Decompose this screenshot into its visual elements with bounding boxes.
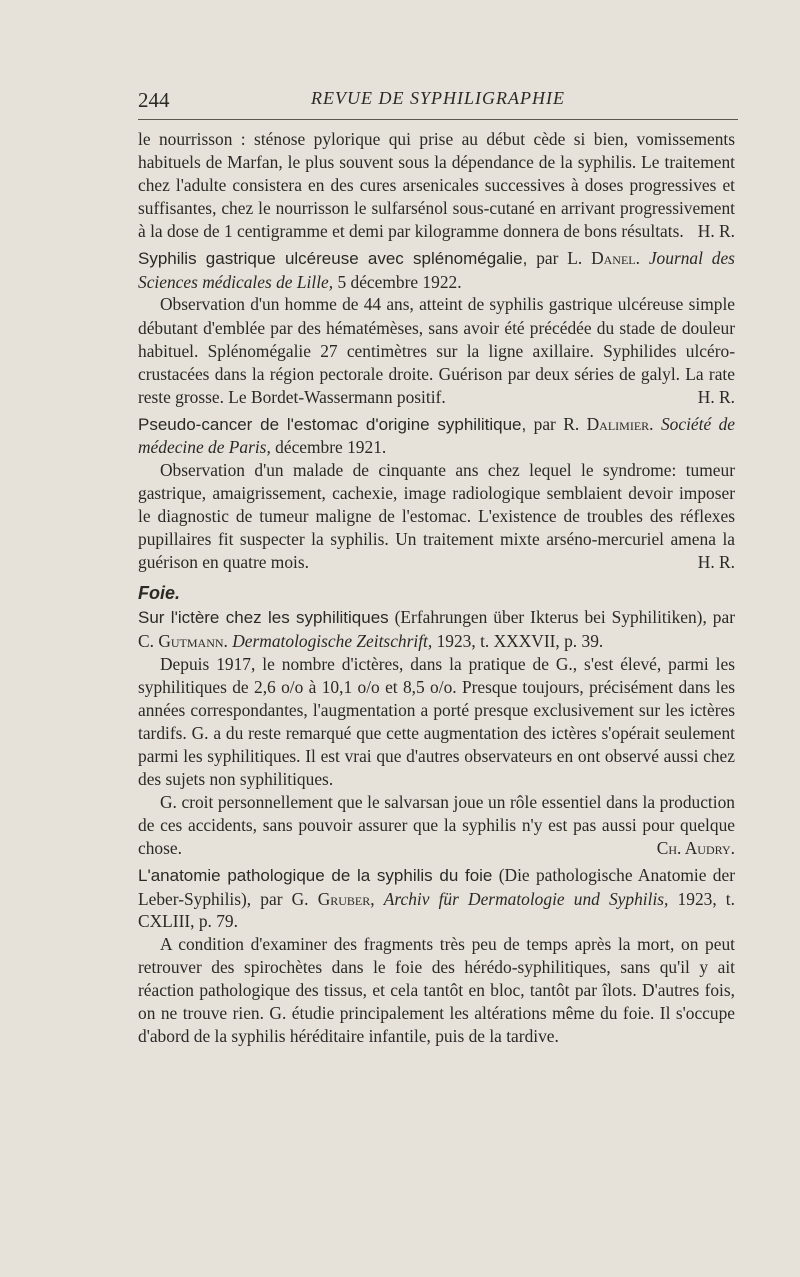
- article3-author: Gutmann.: [158, 630, 228, 651]
- article1-heading: Syphilis gastrique ulcéreuse avec splénomégalie, par L. Danel. Journal des Sciences médicales de Lille, 5 décembre 1922.: [138, 248, 735, 292]
- article4-heading: L'anatomie pathologique de la syphilis du foie (Die pathologische Anatomie der Leber-Syphilis), par G. Gruber, Archiv für Dermatologie und Syphilis, 1923, t. CXLIII, p. 79.: [138, 865, 735, 932]
- article2-heading: Pseudo-cancer de l'estomac d'origine syphilitique, par R. Dalimier. Société de médecine de Paris, décembre 1921.: [138, 413, 735, 458]
- page-number: 244: [138, 88, 170, 112]
- running-title: REVUE DE SYPHILIGRAPHIE: [311, 88, 565, 108]
- article2-body: Observation d'un malade de cinquante ans chez lequel le syndrome: tumeur gastrique, amaigrissement, cachexie, image radiologique semblaient devoir imposer le diagnostic de tumeur maligne de l'estomac. L'existence de troubles des réflexes pupillaires fit suspecter la syphilis. Un traitement mixte arséno-mercuriel amena la guérison en quatre mois. H. R.: [138, 459, 735, 574]
- intro-signature: H. R.: [697, 221, 735, 242]
- header-rule: [138, 119, 738, 120]
- article3-signature: Ch. Audry.: [656, 838, 735, 859]
- article1-signature: H. R.: [697, 386, 735, 407]
- article4-body: A condition d'examiner des fragments très peu de temps après la mort, on peut retrouver des spirochètes dans le foie des hérédo-syphilitiques, sans qu'il y ait réaction pathologique des tissus, et cela tantôt en bloc, tantôt par îlots. D'autres fois, on ne trouve rien. G. étudie principalement les altérations même du foie. Il s'occupe d'abord de la syphilis héréditaire infantile, puis de la tardive.: [138, 933, 735, 1047]
- article3-journal: Dermatologische Zeitschrift,: [232, 630, 433, 651]
- article3-heading: Sur l'ictère chez les syphilitiques (Erfahrungen über Ikterus bei Syphilitiken), par C. Gutmann. Dermatologische Zeitschrift, 1923, t. XXXVII, p. 39.: [138, 607, 735, 651]
- article2-journal: Société de médecine de Paris,: [138, 413, 735, 458]
- intro-paragraph: le nourrisson : sténose pylorique qui prise au début cède si bien, vomissements habituels de Marfan, le plus souvent sous la dépendance de la syphilis. Le traitement chez l'adulte consistera en des cures arsenicales successives à doses progressives et suffisantes, chez le nourrisson le sulfarsénol sous-cutané en arrivant progressivement à la dose de 1 centigramme et demi par kilogramme donnera de bons résultats. H. R.: [138, 128, 735, 243]
- article4-journal: Archiv für Dermatologie und Syphilis,: [383, 888, 669, 909]
- article2-signature: H. R.: [697, 552, 735, 573]
- section-heading-foie: Foie.: [138, 583, 181, 604]
- article3-body-2: G. croit personnellement que le salvarsan joue un rôle essentiel dans la production de ces accidents, sans pouvoir assurer que la syphilis n'y est pas aussi pour quelque chose. Ch. Audry.: [138, 791, 735, 860]
- article1-author: Danel.: [591, 248, 640, 269]
- article4-author: Gruber,: [317, 888, 375, 909]
- page-body: [138, 128, 735, 1048]
- article1-journal: Journal des Sciences médicales de Lille,: [138, 248, 735, 292]
- article2-author: Dalimier.: [586, 413, 654, 434]
- article1-title: Syphilis gastrique ulcéreuse avec splénomégalie,: [138, 249, 528, 269]
- article2-title: Pseudo-cancer de l'estomac d'origine syphilitique,: [138, 414, 527, 434]
- article4-title: L'anatomie pathologique de la syphilis du foie: [138, 866, 493, 886]
- article3-body-1: Depuis 1917, le nombre d'ictères, dans la pratique de G., s'est élevé, parmi les syphilitiques de 2,6 o/o à 10,1 o/o et 8,5 o/o. Presque toujours, précisément dans les années correspondantes, l'augmentation a porté presque exclusivement sur les ictères tardifs. G. a du reste remarqué que cette augmentation des ictères s'opérait seulement parmi les syphilitiques. Il est vrai que d'autres observateurs en ont observé aussi chez des sujets non syphilitiques.: [138, 653, 735, 790]
- article1-body: Observation d'un homme de 44 ans, atteint de syphilis gastrique ulcéreuse simple débutant d'emblée par des hématémèses, sans avoir été précédée du stade de douleur habituel. Splénomégalie 27 centimètres sur la ligne axillaire. Syphilides ulcéro-crustacées dans la région pectorale droite. Guérison par deux séries de galyl. La rate reste grosse. Le Bordet-Wassermann positif. H. R.: [138, 293, 735, 408]
- page-header: [138, 88, 738, 118]
- article3-title: Sur l'ictère chez les syphilitiques: [138, 608, 389, 628]
